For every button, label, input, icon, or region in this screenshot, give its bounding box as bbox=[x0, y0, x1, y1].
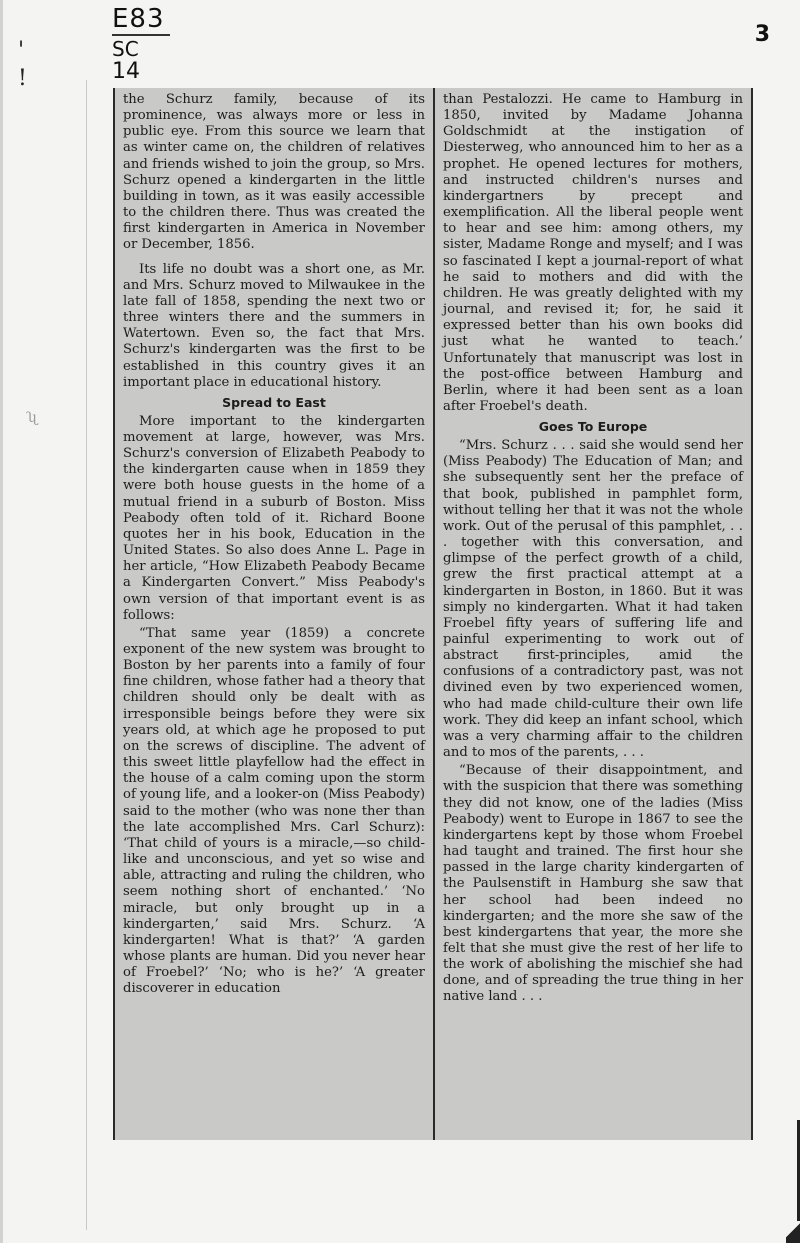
article-column-left bbox=[113, 88, 433, 1140]
article-column-right bbox=[433, 88, 753, 1140]
paragraph: “That same year (1859) a concrete exponent of the new system was brought to Boston by her parents into a family of four fine children, whose father had a theory that children should only be dealt with as irresponsible beings before they were six years old, at which age he proposed to put on the screws of discipline. The advent of this sweet little playfellow had the effect in the house of a calm coming upon the storm of young life, and a looker-on (Miss Peabody) said to the mother (who was none ther than the late accomplished Mrs. Carl Schurz): ‘That child of yours is a miracle,—so child-like and unconscious, and yet so wise and able, attracting and ruling the children, who seem nothing short of enchanted.’ ‘No miracle, but only brought up in a kindergarten,’ said Mrs. Schurz. ‘A kindergarten! What is that?’ ‘A garden whose plants are human. Did you never hear of Froebel?’ ‘No; who is he?’ ‘A greater discoverer in education bbox=[123, 625, 425, 997]
paragraph: than Pestalozzi. He came to Hamburg in 1850, invited by Madame Johanna Goldschmidt at the instigation of Diesterweg, who announced him to her as a prophet. He opened lectures for mothers, and instructed children's nurses and kindergartners by precept and exemplification. All the liberal people went to hear and see him: among others, my sister, Madame Ronge and myself; and I was so fascinated I kept a journal-report of what he said to mothers and did with the children. He was greatly delighted with my journal, and revised it; for, he said it expressed better than his own books did just what he wanted to teach.’ Unfortunately that manuscript was lost in the post-office between Hamburg and Berlin, where it had been sent as a loan after Froebel's death. bbox=[443, 92, 743, 414]
newspaper-clipping bbox=[113, 88, 753, 1140]
paragraph: the Schurz family, because of its prominence, was always more or less in public eye. From this source we learn that as winter came on, the children of relatives and friends wished to join the group, so Mrs. Schurz opened a kindergarten in the little building in town, as it was easily accessible to the children there. Thus was created the first kindergarten in America in November or December, 1856. bbox=[123, 92, 425, 253]
handwritten-series: SC bbox=[112, 37, 139, 61]
margin-mark: ʯ bbox=[26, 410, 37, 426]
page-curl bbox=[786, 1221, 800, 1243]
paragraph: More important to the kindergarten movement at large, however, was Mrs. Schurz's conversion of Elizabeth Peabody to the kindergarten cause when in 1859 they were both house guests in the home of a mutual friend in a suburb of Boston. Miss Peabody often told of it. Richard Boone quotes her in his book, Education in the United States. So also does Anne L. Page in her article, “How Elizabeth Peabody Became a Kindergarten Convert.” Miss Peabody's own version of that important event is as follows: bbox=[123, 413, 425, 623]
fold-line bbox=[86, 80, 87, 1230]
handwritten-number: 14 bbox=[112, 59, 140, 84]
handwritten-annotation bbox=[112, 4, 170, 84]
paragraph: Its life no doubt was a short one, as Mr. and Mrs. Schurz moved to Milwaukee in the late fall of 1858, spending the next two or three winters there and the summers in Watertown. Even so, the fact that Mrs. Schurz's kindergarten was the first to be established in this country gives it an important place in educational history. bbox=[123, 261, 425, 390]
paragraph: “Because of their disappointment, and with the suspicion that there was something they did not know, one of the ladies (Miss Peabody) went to Europe in 1867 to see the kindergartens kept by those whom Froebel had taught and trained. The first hour she passed in the large charity kindergarten of the Paulsenstift in Hamburg she saw that her school had been indeed no kindergarten; and the more she saw of the best kindergartens that year, the more she felt that she must give the rest of her life to the work of abolishing the mischief she had done, and of spreading the true thing in her native land . . . bbox=[443, 763, 743, 1005]
page-edge bbox=[0, 0, 3, 1243]
handwritten-code: E83 bbox=[112, 4, 170, 36]
punch-marks: ' ! bbox=[18, 38, 27, 91]
page-number: 3 bbox=[754, 22, 770, 47]
section-heading: Spread to East bbox=[222, 394, 326, 410]
paragraph: “Mrs. Schurz . . . said she would send her (Miss Peabody) The Education of Man; and she subsequently sent her the preface of that book, published in pamphlet form, without telling her that it was not the whole work. Out of the perusal of this pamphlet, . . . together with this conversation, and glimpse of the perfect growth of a child, grew the first practical attempt at a kindergarten in Boston, in 1860. But it was simply no kindergarten. What it had taken Froebel fifty years of suffering life and painful experimenting to work out of abstract first-principles, amid the confusions of a contradictory past, was not divined even by two experienced women, who had made child-culture their own life work. They did keep an infant school, which was a very charming affair to the children and to mos of the parents, . . . bbox=[443, 438, 743, 761]
section-heading: Goes To Europe bbox=[538, 419, 648, 435]
